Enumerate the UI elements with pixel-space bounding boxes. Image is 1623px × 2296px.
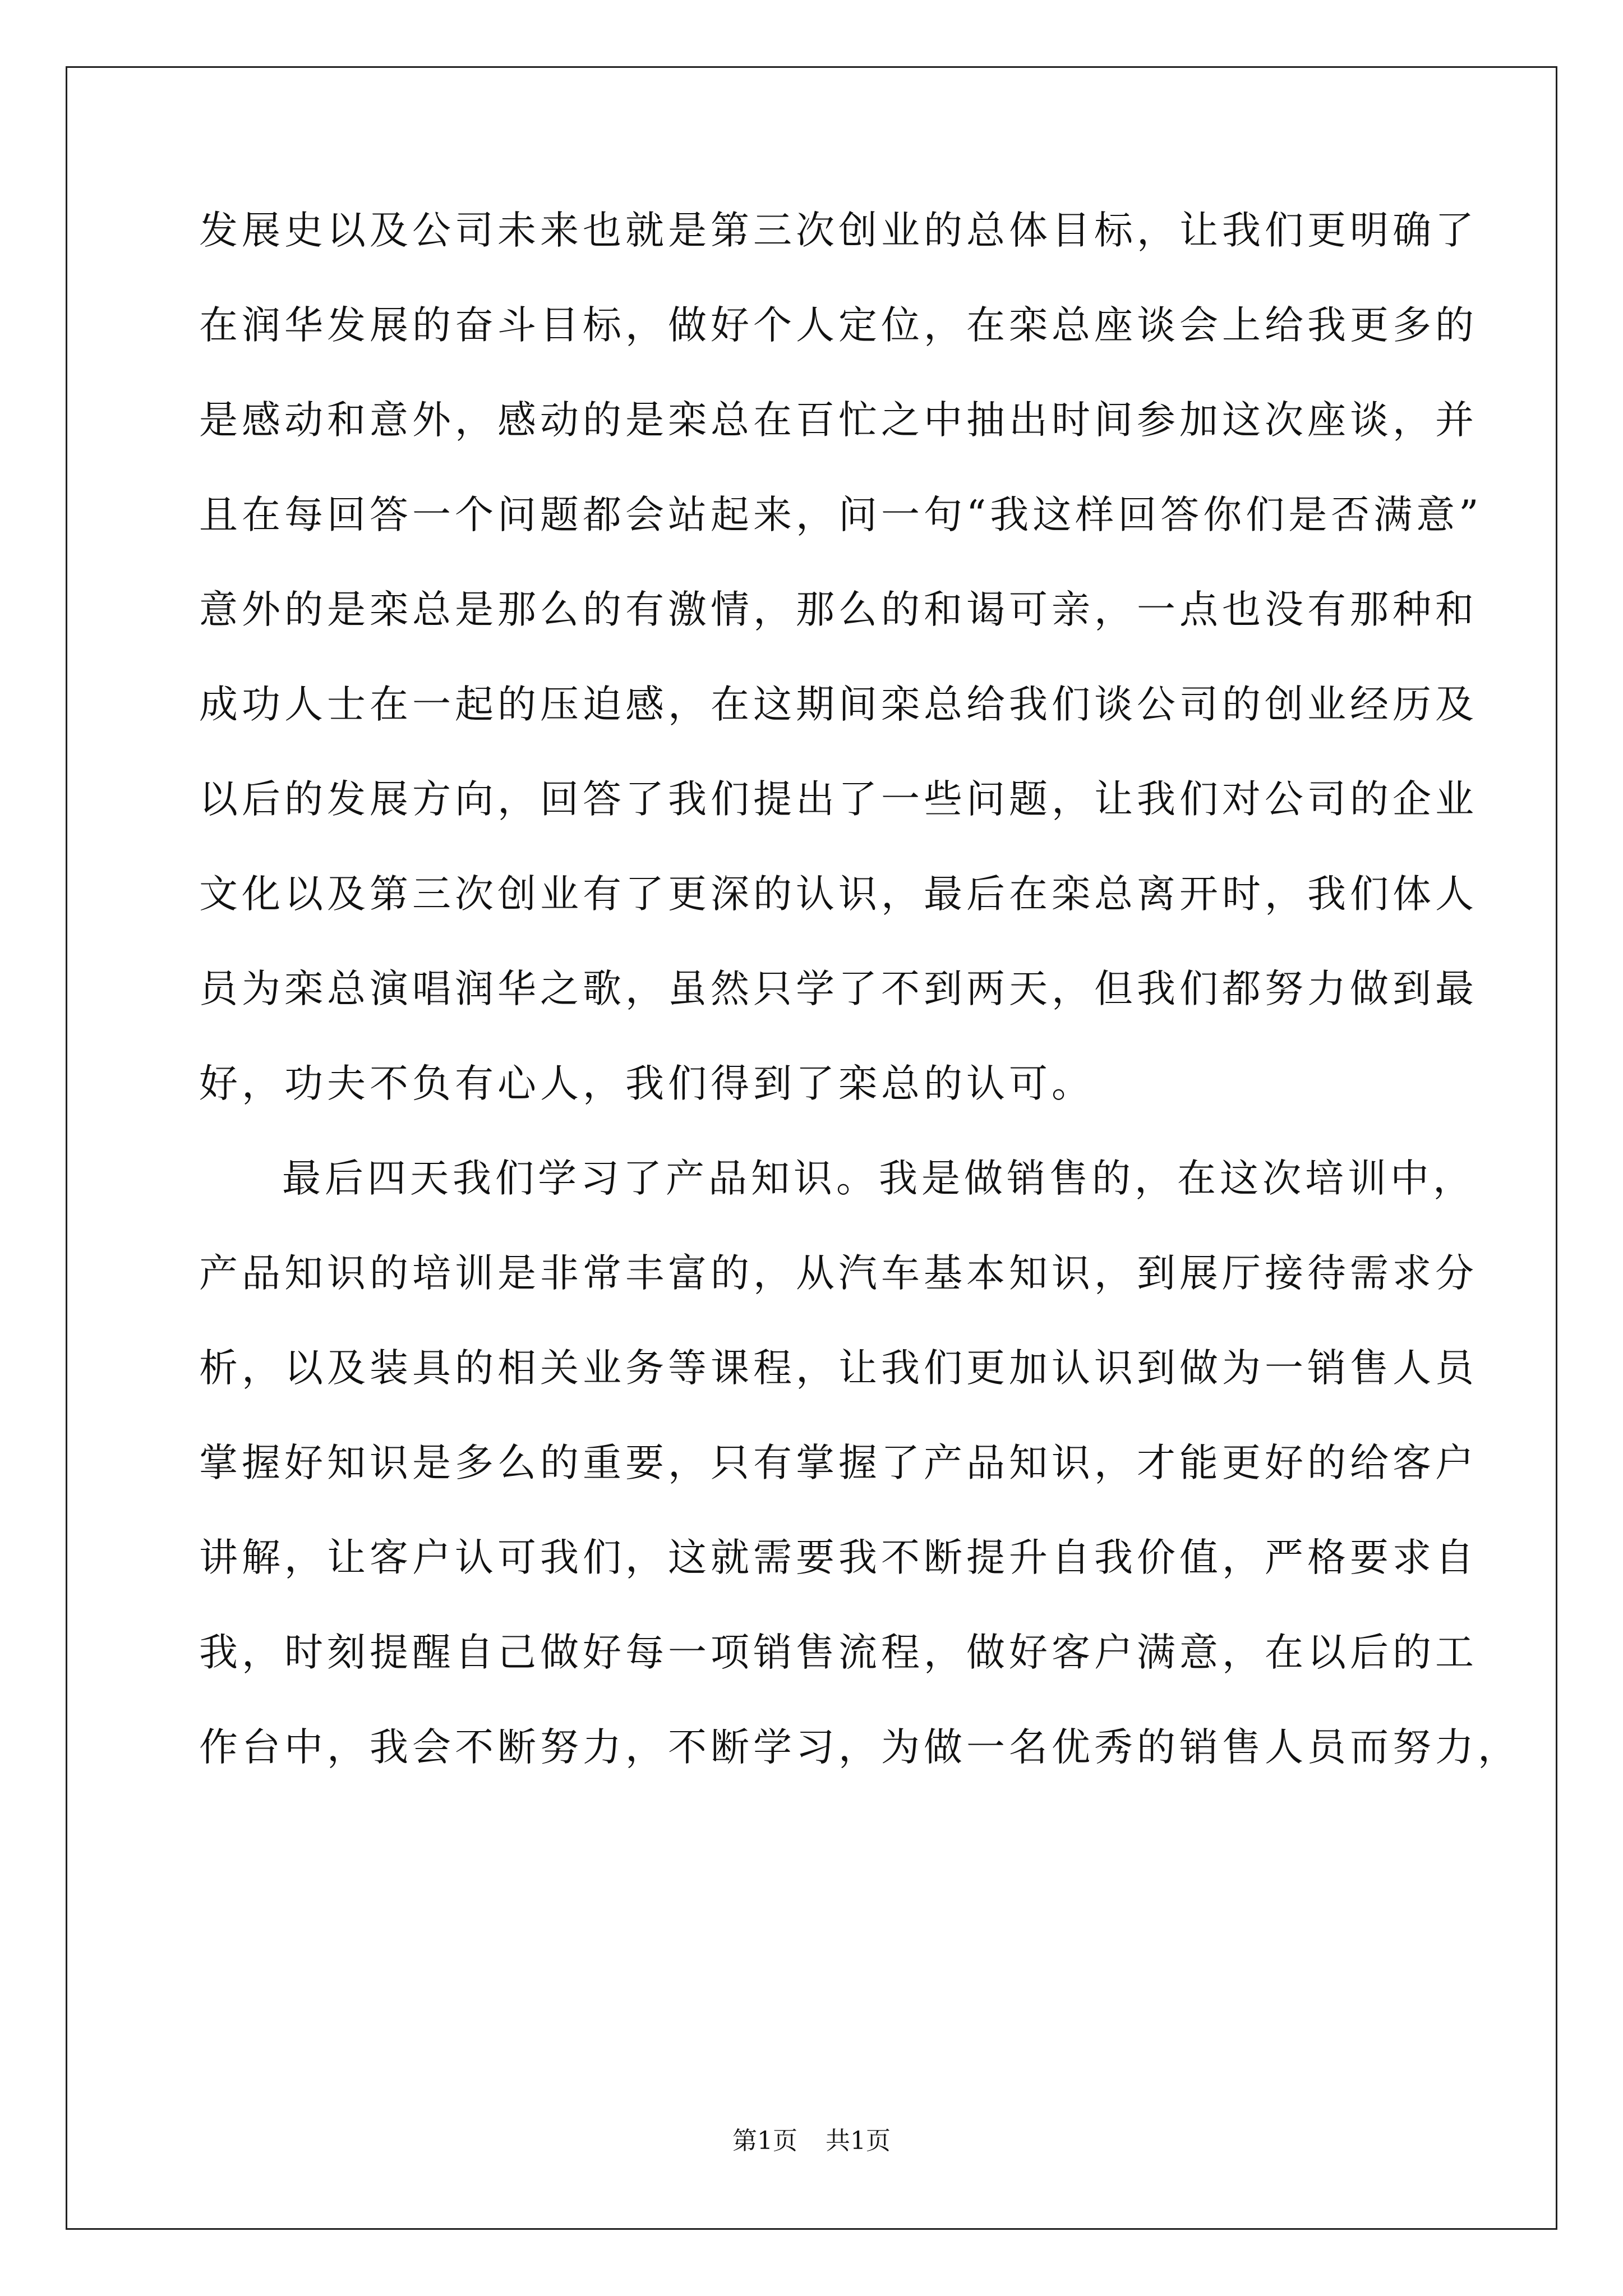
text-line: 文化以及第三次创业有了更深的认识，最后在栾总离开时，我们体人 [199,872,1478,917]
text-line: 意外的是栾总是那么的有激情，那么的和谒可亲，一点也没有那种和 [199,587,1478,632]
paragraph-start-line: 最后四天我们学习了产品知识。我是做销售的，在这次培训中， [282,1156,1476,1201]
text-line: 以后的发展方向，回答了我们提出了一些问题，让我们对公司的企业 [199,777,1478,822]
page-number-total: 共1页 [826,2127,891,2155]
text-line: 成功人士在一起的压迫感，在这期间栾总给我们谈公司的创业经历及 [199,682,1478,727]
page-number-current: 第1页 [732,2127,797,2155]
text-line: 是感动和意外，感动的是栾总在百忙之中抽出时间参加这次座谈，并 [199,398,1478,443]
text-line: 掌握好知识是多么的重要，只有掌握了产品知识，才能更好的给客户 [199,1441,1478,1485]
text-line: 好，功夫不负有心人，我们得到了栾总的认可。 [199,1061,1094,1106]
text-line: 讲解，让客户认可我们，这就需要我不断提升自我价值，严格要求自 [199,1535,1478,1580]
document-body [199,208,1520,1819]
text-line: 产品知识的培训是非常丰富的，从汽车基本知识，到展厅接待需求分 [199,1251,1478,1296]
text-line: 在润华发展的奋斗目标，做好个人定位，在栾总座谈会上给我更多的 [199,303,1478,348]
text-line: 且在每回答一个问题都会站起来，问一句“我这样回答你们是否满意” [199,493,1483,537]
text-line: 析，以及装具的相关业务等课程，让我们更加认识到做为一销售人员 [199,1346,1478,1391]
text-line: 我，时刻提醒自己做好每一项销售流程，做好客户满意，在以后的工 [199,1630,1478,1675]
text-line: 发展史以及公司未来也就是第三次创业的总体目标，让我们更明确了 [199,208,1478,253]
text-line: 作台中，我会不断努力，不断学习，为做一名优秀的销售人员而努力， [199,1725,1520,1770]
page-footer [0,2120,1623,2156]
text-line: 员为栾总演唱润华之歌，虽然只学了不到两天，但我们都努力做到最 [199,967,1478,1011]
